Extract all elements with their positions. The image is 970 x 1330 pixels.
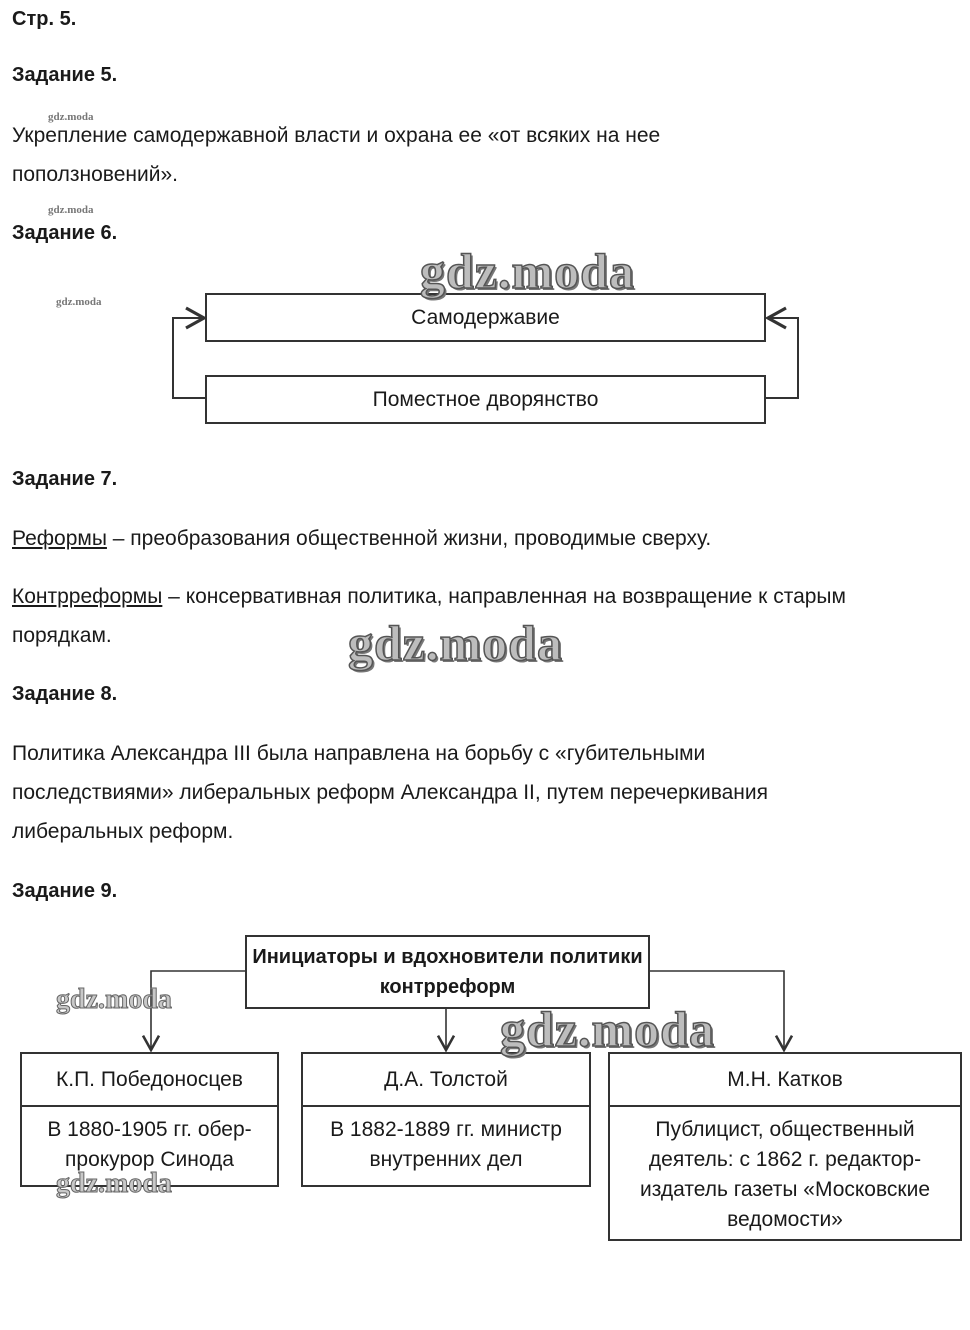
task9-title: Инициаторы и вдохновители политики контрреформ xyxy=(252,946,643,998)
box-dvoryanstvo: Поместное дворянство xyxy=(205,375,766,424)
watermark-large: gdz.moda xyxy=(348,615,563,671)
box-samoderzhavie: Самодержавие xyxy=(205,293,766,342)
person-name: К.П. Победоносцев xyxy=(22,1054,277,1107)
watermark-medium: gdz.moda xyxy=(56,984,172,1015)
def-reforms: – преобразования общественной жизни, проводимые сверху. xyxy=(106,527,712,550)
person-desc: В 1882-1889 гг. министр внутренних дел xyxy=(330,1118,562,1171)
page-label: Стр. 5. xyxy=(12,8,77,30)
task9-title-box xyxy=(245,935,650,1009)
arrow-right-loop xyxy=(765,318,798,398)
term-reforms: Реформы xyxy=(12,527,107,550)
task9-heading: Задание 9. xyxy=(12,880,118,902)
task7-heading: Задание 7. xyxy=(12,468,118,490)
watermark-medium: gdz.moda xyxy=(56,1168,172,1199)
watermark-small: gdz.moda xyxy=(48,111,94,123)
person-desc: Публицист, общественный деятель: с 1862 г. редактор-издатель газеты «Московские ведомости» xyxy=(639,1118,931,1231)
watermark-small: gdz.moda xyxy=(56,296,102,308)
term-counterreforms: Контрреформы xyxy=(12,585,163,608)
person-card-katkov xyxy=(608,1052,962,1241)
task8-text: Политика Александра III была направлена на борьбу с «губительными последствиями» либеральных реформ Александра II, путем перечеркивания либеральных реформ. xyxy=(12,742,768,843)
task5-text: Укрепление самодержавной власти и охрана ее «от всяких на нее поползновений». xyxy=(12,124,661,186)
task6-heading: Задание 6. xyxy=(12,222,118,244)
person-card-tolstoy xyxy=(301,1052,591,1187)
task5-heading: Задание 5. xyxy=(12,64,118,86)
arrow-left-loop xyxy=(173,318,206,398)
person-desc: В 1880-1905 гг. обер-прокурор Синода xyxy=(47,1118,252,1171)
task8-heading: Задание 8. xyxy=(12,683,118,705)
person-card-pobedonostsev xyxy=(20,1052,279,1187)
watermark-large: gdz.moda xyxy=(420,243,635,299)
task7-definition-1 xyxy=(12,519,912,558)
person-name: Д.А. Толстой xyxy=(303,1054,589,1107)
def-counterreforms: – консервативная политика, направленная на возвращение к старым порядкам. xyxy=(12,585,846,647)
watermark-large: gdz.moda xyxy=(500,1001,715,1057)
person-name: М.Н. Катков xyxy=(610,1054,960,1107)
watermark-small: gdz.moda xyxy=(48,204,94,216)
